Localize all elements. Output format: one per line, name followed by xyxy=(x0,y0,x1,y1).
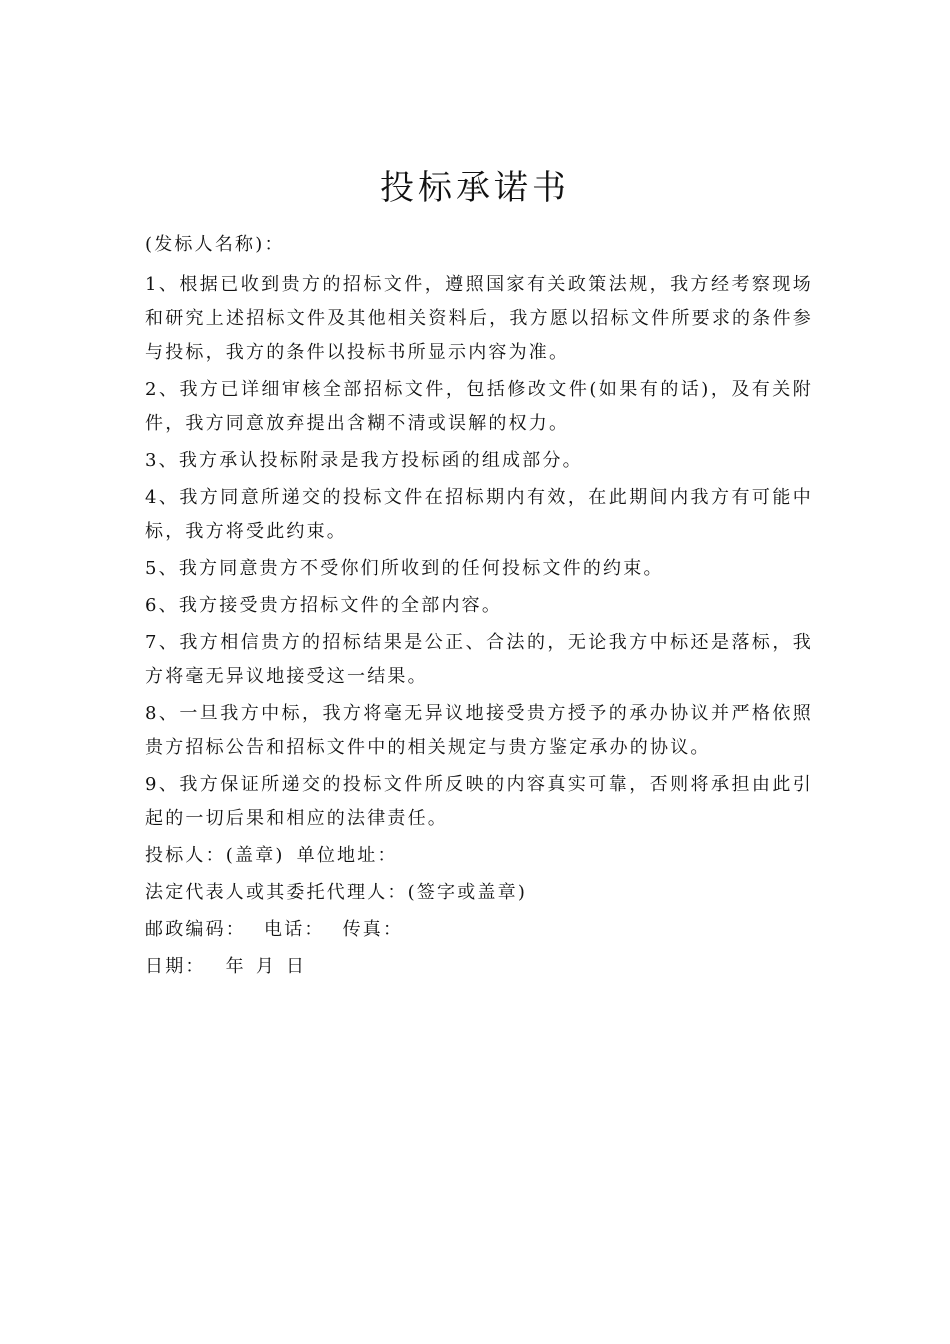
date-label: 日期： xyxy=(145,956,206,977)
clause-4: 4、我方同意所递交的投标文件在招标期内有效，在此期间内我方有可能中标，我方将受此约束。 xyxy=(145,487,813,542)
fax-label: 传真： xyxy=(342,919,404,940)
clause-6: 6、我方接受贵方招标文件的全部内容。 xyxy=(145,595,503,616)
month-label: 月 xyxy=(255,956,277,977)
phone-label: 电话： xyxy=(264,919,325,940)
day-label: 日 xyxy=(286,956,307,977)
clause-7: 7、我方相信贵方的招标结果是公正、合法的，无论我方中标还是落标，我方将毫无异议地接受这一结果。 xyxy=(145,632,813,687)
year-label: 年 xyxy=(225,956,246,977)
representative-label: 法定代表人或其委托代理人：(签字或盖章) xyxy=(145,882,528,903)
clause-8: 8、一旦我方中标，我方将毫无异议地接受贵方授予的承办协议并严格依照贵方招标公告和招标文件中的相关规定与贵方鉴定承办的协议。 xyxy=(145,703,813,758)
date-line xyxy=(145,950,813,984)
recipient-line: (发标人名称)： xyxy=(145,234,285,255)
postcode-label: 邮政编码： xyxy=(145,919,246,940)
bidder-label: 投标人：(盖章) xyxy=(145,845,285,866)
clause-3: 3、我方承认投标附录是我方投标函的组成部分。 xyxy=(145,450,583,471)
bidder-line xyxy=(145,839,813,873)
document-body xyxy=(145,228,813,987)
address-label: 单位地址： xyxy=(296,845,398,866)
clause-1: 1、根据已收到贵方的招标文件，遵照国家有关政策法规，我方经考察现场和研究上述招标文件及其他相关资料后，我方愿以招标文件所要求的条件参与投标，我方的条件以投标书所显示内容为准。 xyxy=(145,274,813,363)
clause-9: 9、我方保证所递交的投标文件所反映的内容真实可靠，否则将承担由此引起的一切后果和相应的法律责任。 xyxy=(145,774,813,829)
clause-2: 2、我方已详细审核全部招标文件，包括修改文件(如果有的话)，及有关附件，我方同意放弃提出含糊不清或误解的权力。 xyxy=(145,379,813,434)
representative-line xyxy=(145,876,813,910)
contact-line xyxy=(145,913,813,947)
document-title: 投标承诺书 xyxy=(380,168,570,208)
clause-5: 5、我方同意贵方不受你们所收到的任何投标文件的约束。 xyxy=(145,558,664,579)
